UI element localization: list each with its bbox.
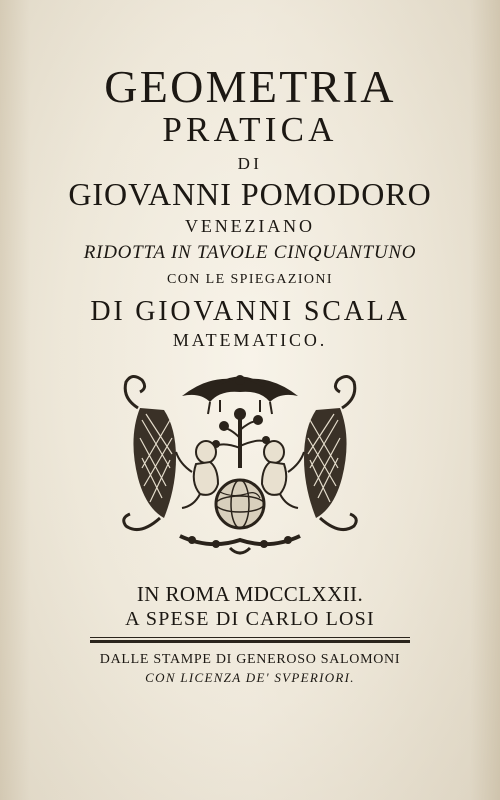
title-line-geometria: GEOMETRIA [104, 61, 396, 112]
author-origin: VENEZIANO [185, 216, 315, 236]
divider-rule-thick [90, 640, 410, 643]
author-name: GIOVANNI POMODORO [68, 176, 432, 212]
explanations-line: CON LE SPIEGAZIONI [167, 272, 333, 287]
commentator-name: DI GIOVANNI SCALA [90, 296, 410, 327]
subtitle: RIDOTTA IN TAVOLE CINQUANTUNO [83, 242, 417, 263]
commentator-profession: MATEMATICO. [172, 330, 328, 350]
imprint-license: CON LICENZA DE' SVPERIORI. [145, 670, 355, 685]
imprint-place-year: IN ROMA MDCCLXXII. [136, 582, 364, 606]
imprint-printer: DALLE STAMPE DI GENEROSO SALOMONI [99, 652, 401, 667]
di-connector: DI [237, 154, 263, 173]
imprint-publisher: A SPESE DI CARLO LOSI [125, 608, 375, 630]
cherubs-globe-vignette-icon [120, 368, 360, 558]
divider-rule-thin [90, 637, 410, 638]
title-line-pratica: PRATICA [162, 110, 338, 149]
